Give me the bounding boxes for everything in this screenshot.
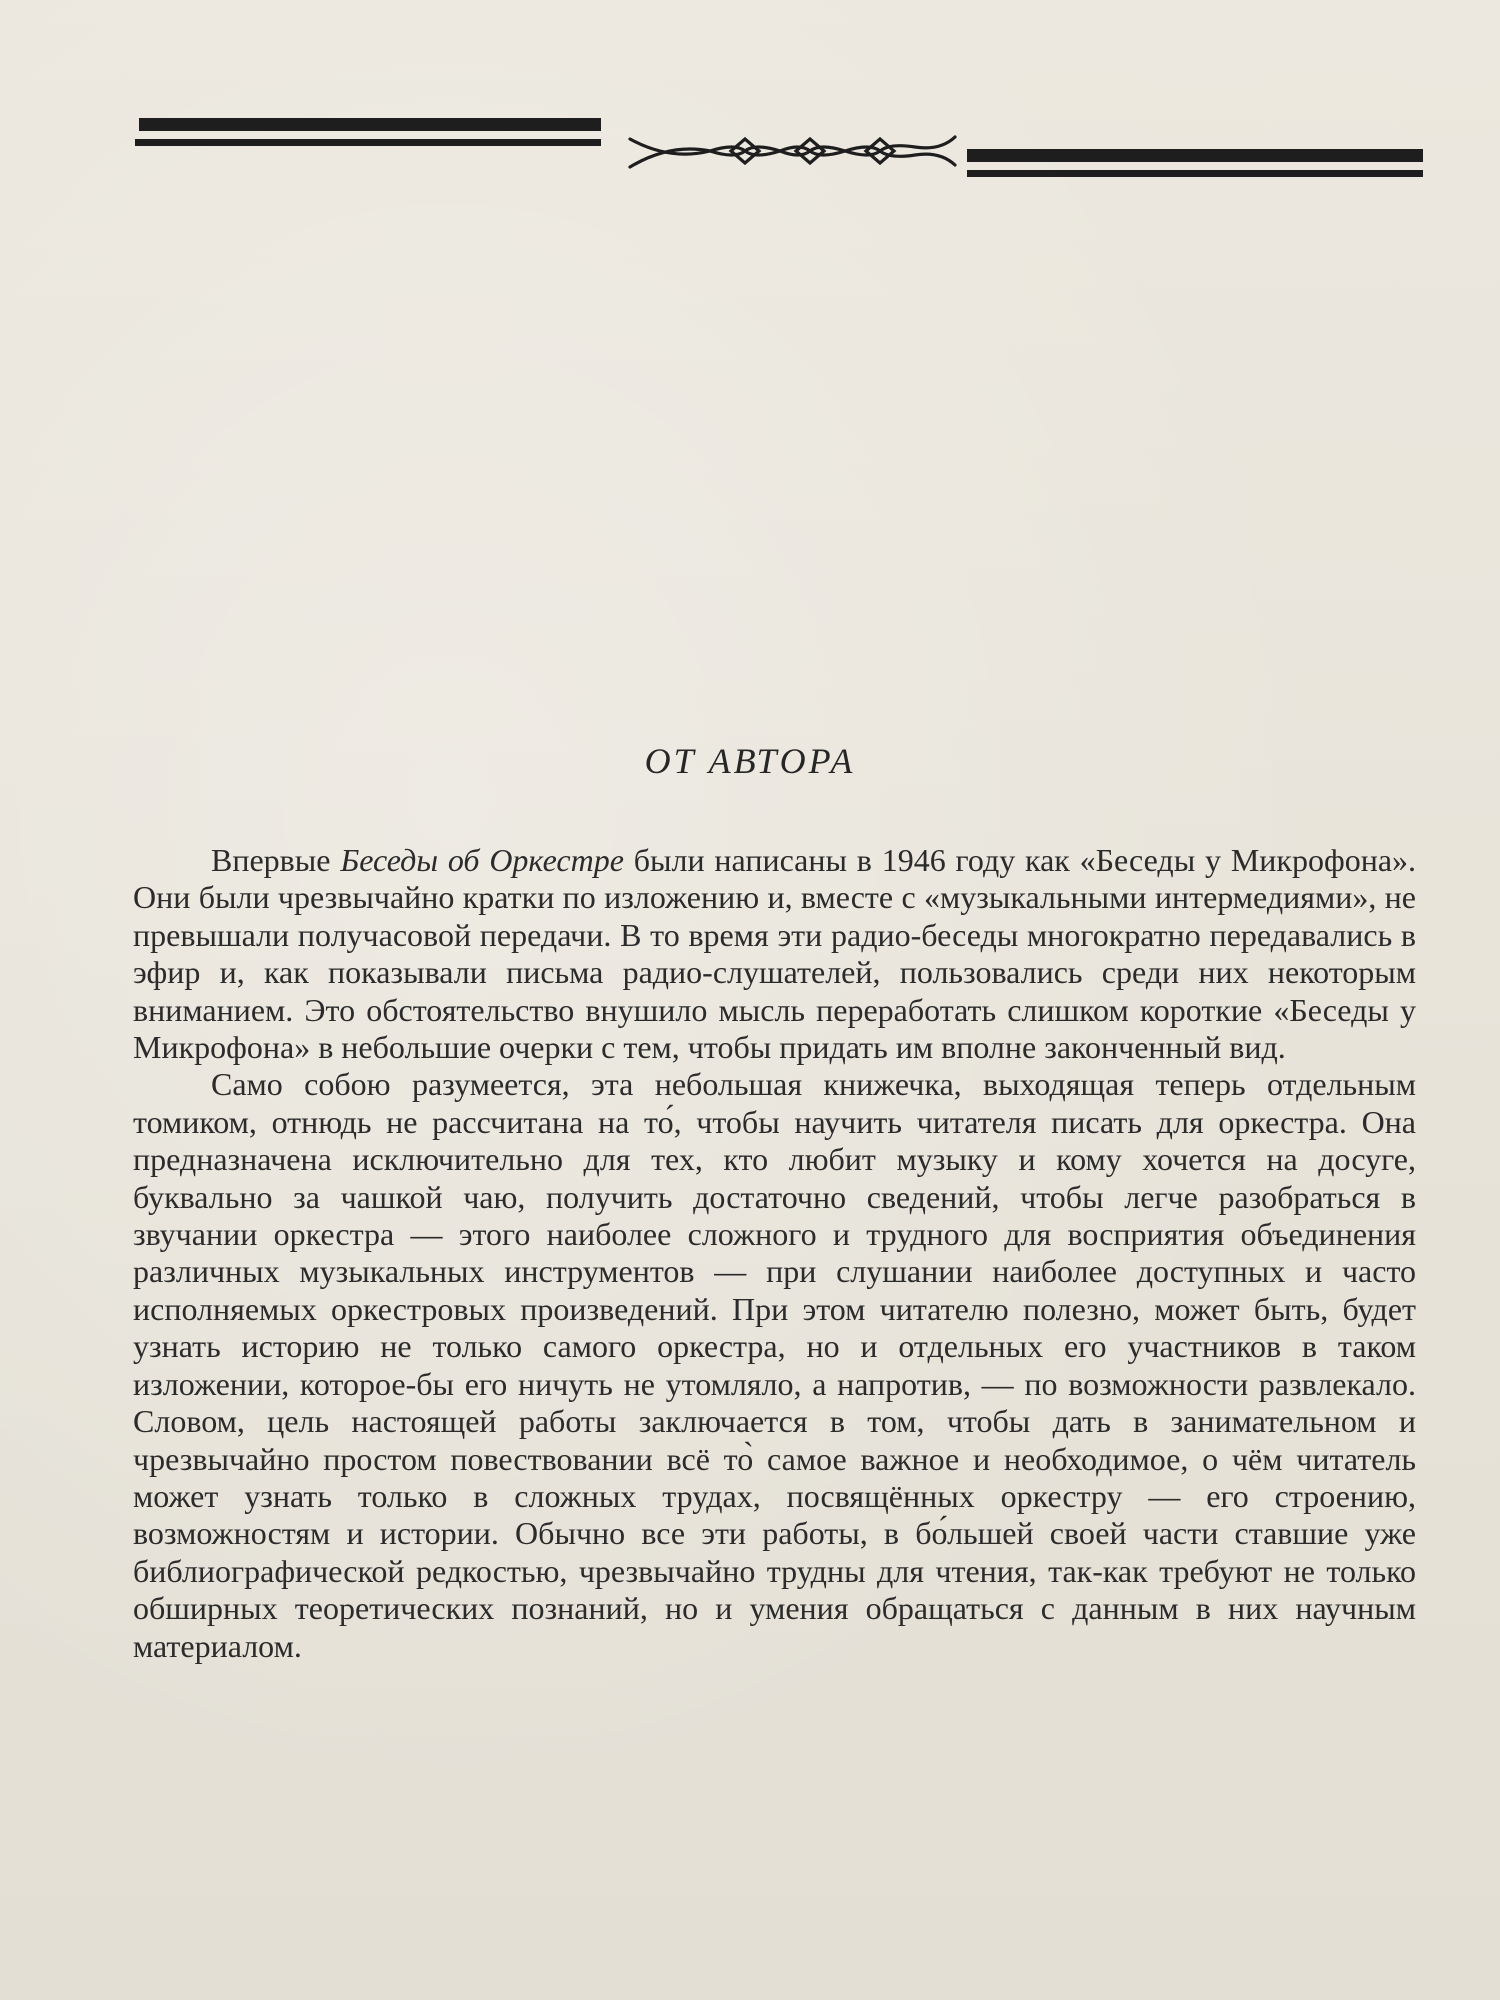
paragraph-1-intro: Впервые: [211, 842, 341, 878]
body-text: [133, 842, 1416, 1665]
left-rule-thin: [135, 139, 601, 146]
page-title: ОТ АВТОРА: [644, 741, 856, 781]
right-rule-thick: [967, 149, 1423, 162]
center-flourish: [630, 137, 955, 167]
book-title: Беседы об Оркестре: [340, 842, 624, 878]
paragraph-2: Само собою разумеется, эта небольшая книжечка, выходящая теперь отдельным томиком, отнюдь не рассчитана на то́, чтобы научить читателя писать для оркестра. Она предназначена исключительно для тех, кто любит музыку и кому хочется на досуге, буквально за чашкой чаю, получить достаточно сведений, чтобы легче разобраться в звучании оркестра — этого наиболее сложного и трудного для восприятия объединения различных музыкальных инструментов — при слушании наиболее доступных и часто исполняемых оркестровых произведений. При этом читателю полезно, может быть, будет узнать историю не только самого оркестра, но и отдельных его участников в таком изложении, которое-бы его ничуть не утомляло, а напротив, — по возможности развлекало. Словом, цель настоящей работы заключается в том, чтобы дать в занимательном и чрезвычайно простом повествовании всё то̀ самое важное и необходимое, о чём читатель может узнать только в сложных трудах, посвящённых оркестру — его строению, возможностям и истории. Обычно все эти работы, в бо́льшей своей части ставшие уже библиографической редкостью, чрезвычайно трудны для чтения, так-как требуют не только обширных теоретических познаний, но и умения обращаться с данным в них научным материалом.: [133, 1066, 1416, 1664]
right-rule-thin: [967, 170, 1423, 177]
left-rule-thick: [139, 118, 601, 131]
paragraph-1: [133, 842, 1416, 1066]
header-ornament: [135, 115, 1425, 195]
paragraph-1-text: были написаны в 1946 году как «Беседы у Микрофона». Они были чрезвычайно кратки по изложению и, вместе с «музыкальными интермедиями», не превышали получасовой передачи. В то время эти радио-беседы многократно передавались в эфир и, как показывали письма радио-слушателей, пользовались среди них некоторым вниманием. Это обстоятельство внушило мысль переработать слишком короткие «Беседы у Микрофона» в небольшие очерки с тем, чтобы придать им вполне законченный вид.: [133, 842, 1417, 1066]
